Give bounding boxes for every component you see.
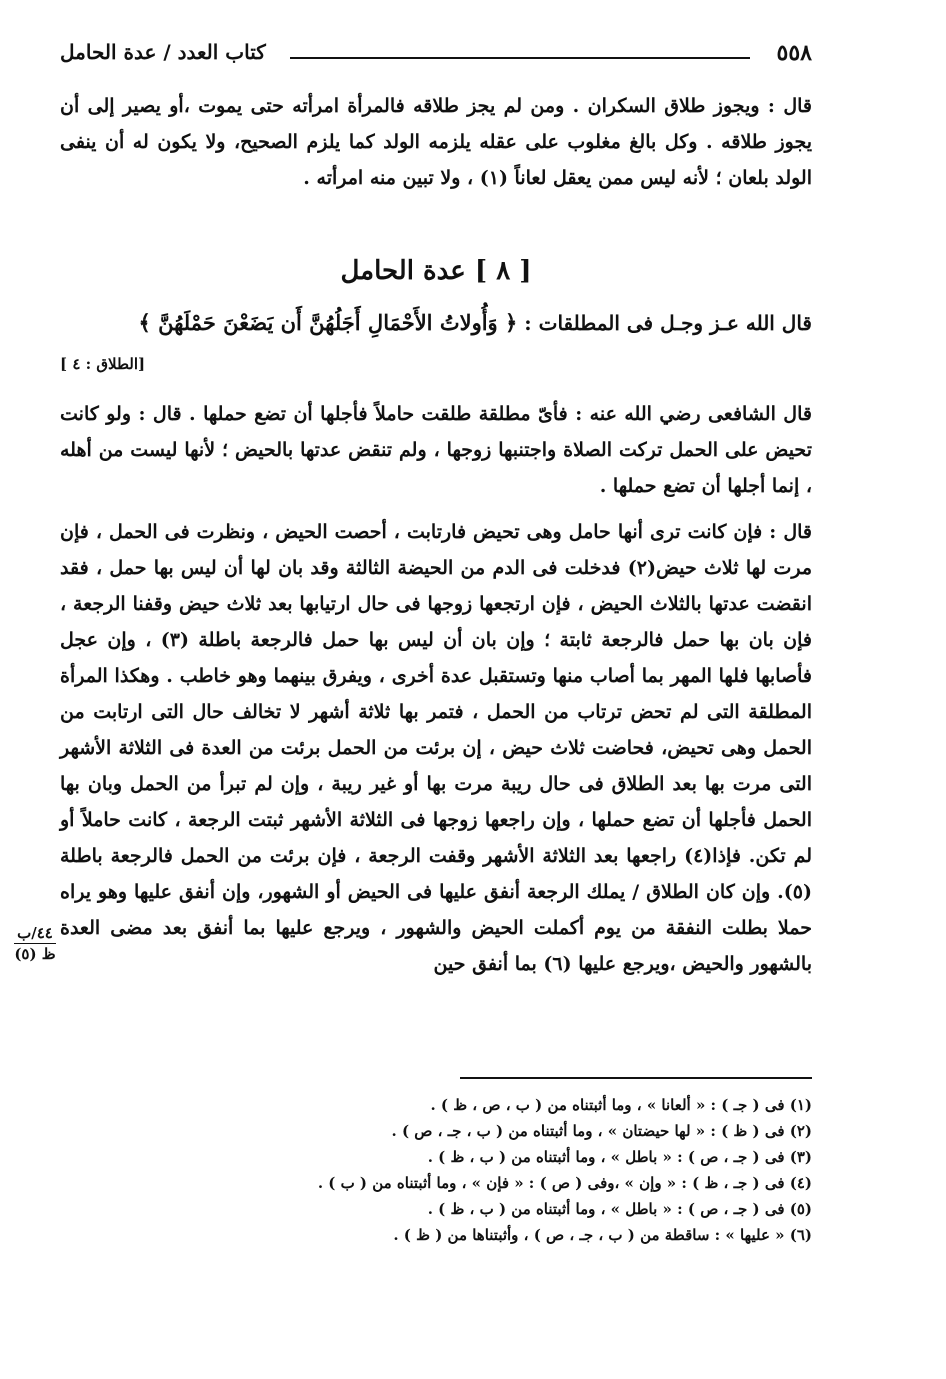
header-rule [290,57,750,59]
margin-note-rule [14,943,56,944]
paragraph-2 [60,514,812,982]
intro-paragraph [60,88,812,196]
intro-text: ويجوز طلاق السكران . ومن لم يجز طلاقه فالمرأة امرأته حتى يموت ،أو يصير إلى أن يجوز طلاقه . وكل بالغ مغلوب على عقله يلزمه الولد كما يلزم الصحيح، ولا يكون له أن ينفى الولد بلعان ؛ لأنه ليس ممن يعقل لعاناً (١) ، ولا تبين منه امرأته . [60,95,812,189]
margin-manuscript-note [10,924,60,963]
verse-line [60,310,812,335]
running-title: كتاب العدد / عدة الحامل [60,40,266,64]
verse-reference: [الطلاق : ٤ ] [60,355,146,373]
margin-note-bottom: ظ (٥) [14,945,56,963]
footnote-rule [460,1077,812,1079]
footnote-6: (٦) « عليها » : ساقطة من ( ب ، جـ ، ص ) ، وأثبتناها من ( ظ ) . [393,1226,812,1244]
section-title: [ ٨ ] عدة الحامل [340,256,532,286]
footnote-5: (٥) فى ( جـ ، ص ) : « باطل » ، وما أثبتناه من ( ب ، ظ ) . [427,1200,812,1218]
para2-lead: قال : [769,521,812,543]
quran-verse: ﴿ وَأُولاتُ الأَحْمَالِ أَجَلُهُنَّ أَن يَضَعْنَ حَمْلَهُنَّ ﴾ [138,310,518,335]
para1-lead: قال الشافعى رضي الله عنه : [575,403,812,425]
footnotes [60,1092,812,1248]
footnote-3: (٣) فى ( جـ ، ص ) : « باطل » ، وما أثبتناه من ( ب ، ظ ) . [427,1148,812,1166]
intro-lead: قال : [767,95,812,117]
paragraph-1 [60,396,812,504]
footnote-1: (١) فى ( جـ ) : « ألعانا » ، وما أثبتناه من ( ب ، ص ، ظ ) . [430,1096,812,1114]
verse-intro: قال الله عـز وجـل فى المطلقات : [524,311,812,335]
para2-text: فإن كانت ترى أنها حامل وهى تحيض فارتابت ، أحصت الحيض ، ونظرت فى الحمل ، فإن مرت لها ثلاث حيض(٢) فدخلت فى الدم من الحيضة الثالثة وقد بان لها أن ليس بها حمل ، فقد انقضت عدتها بالثلاث الحيض ، فإن ارتجعها زوجها فى حال ارتيابها بعد ثلاث حيض وقفنا الرجعة ، فإن بان بها حمل فالرجعة ثابتة ؛ وإن بان أن ليس بها حمل فالرجعة باطلة (٣) ، وإن عجل فأصابها فلها المهر بما أصاب منها وتستقبل عدة أخرى ، ويفرق بينهما وهو خاطب . وهكذا المرأة المطلقة التى لم تحض ترتاب من الحمل ، فتمر بها ثلاثة أشهر لا تخالف حال التى ارتابت من الحمل وهى تحيض، فحاضت ثلاث حيض ، إن برئت من الحمل برئت من العدة فى الثلاثة الأشهر التى مرت بها بعد الطلاق فى حال ريبة مرت بها أو غير ريبة ، وإن لم تبرأ من الحمل وبان بها الحمل فأجلها أن تضع حملها ، وإن راجعها زوجها فى الثلاثة الأشهر ثبتت الرجعة ، كانت حاملاً أو لم تكن. فإذا(٤) راجعها بعد الثلاثة الأشهر وقفت الرجعة ، فإن برئت من الحمل فالرجعة باطلة (٥). وإن كان الطلاق / يملك الرجعة أنفق عليها فى الحيض أو الشهور، وإن أنفق عليها وهو يراه حملا بطلت النفقة من يوم أكملت الحيض والشهور ، ويرجع عليها بما أنفق بعد مضى العدة بالشهور والحيض ،ويرجع عليها (٦) بما أنفق حين [60,521,813,975]
page-header [60,40,812,74]
margin-note-top: ٤٤/ب [17,924,53,942]
para1-text: فأىّ مطلقة طلقت حاملاً فأجلها أن تضع حملها . قال : ولو كانت تحيض على الحمل تركت الصلاة واجتنبها زوجها ، ولم تنقض عدتها بالحيض ؛ لأنها ليست من أهله ، إنما أجلها أن تضع حملها . [60,403,812,497]
footnote-4: (٤) فى ( جـ ، ظ ) : « وإن » ،وفى ( ص ) : « فإن » ، وما أثبتناه من ( ب ) . [317,1174,812,1192]
page-number: ٥٥٨ [776,40,812,66]
footnote-2: (٢) فى ( ظ ) : « لها حيضتان » ، وما أثبتناه من ( ب ، جـ ، ص ) . [391,1122,812,1140]
